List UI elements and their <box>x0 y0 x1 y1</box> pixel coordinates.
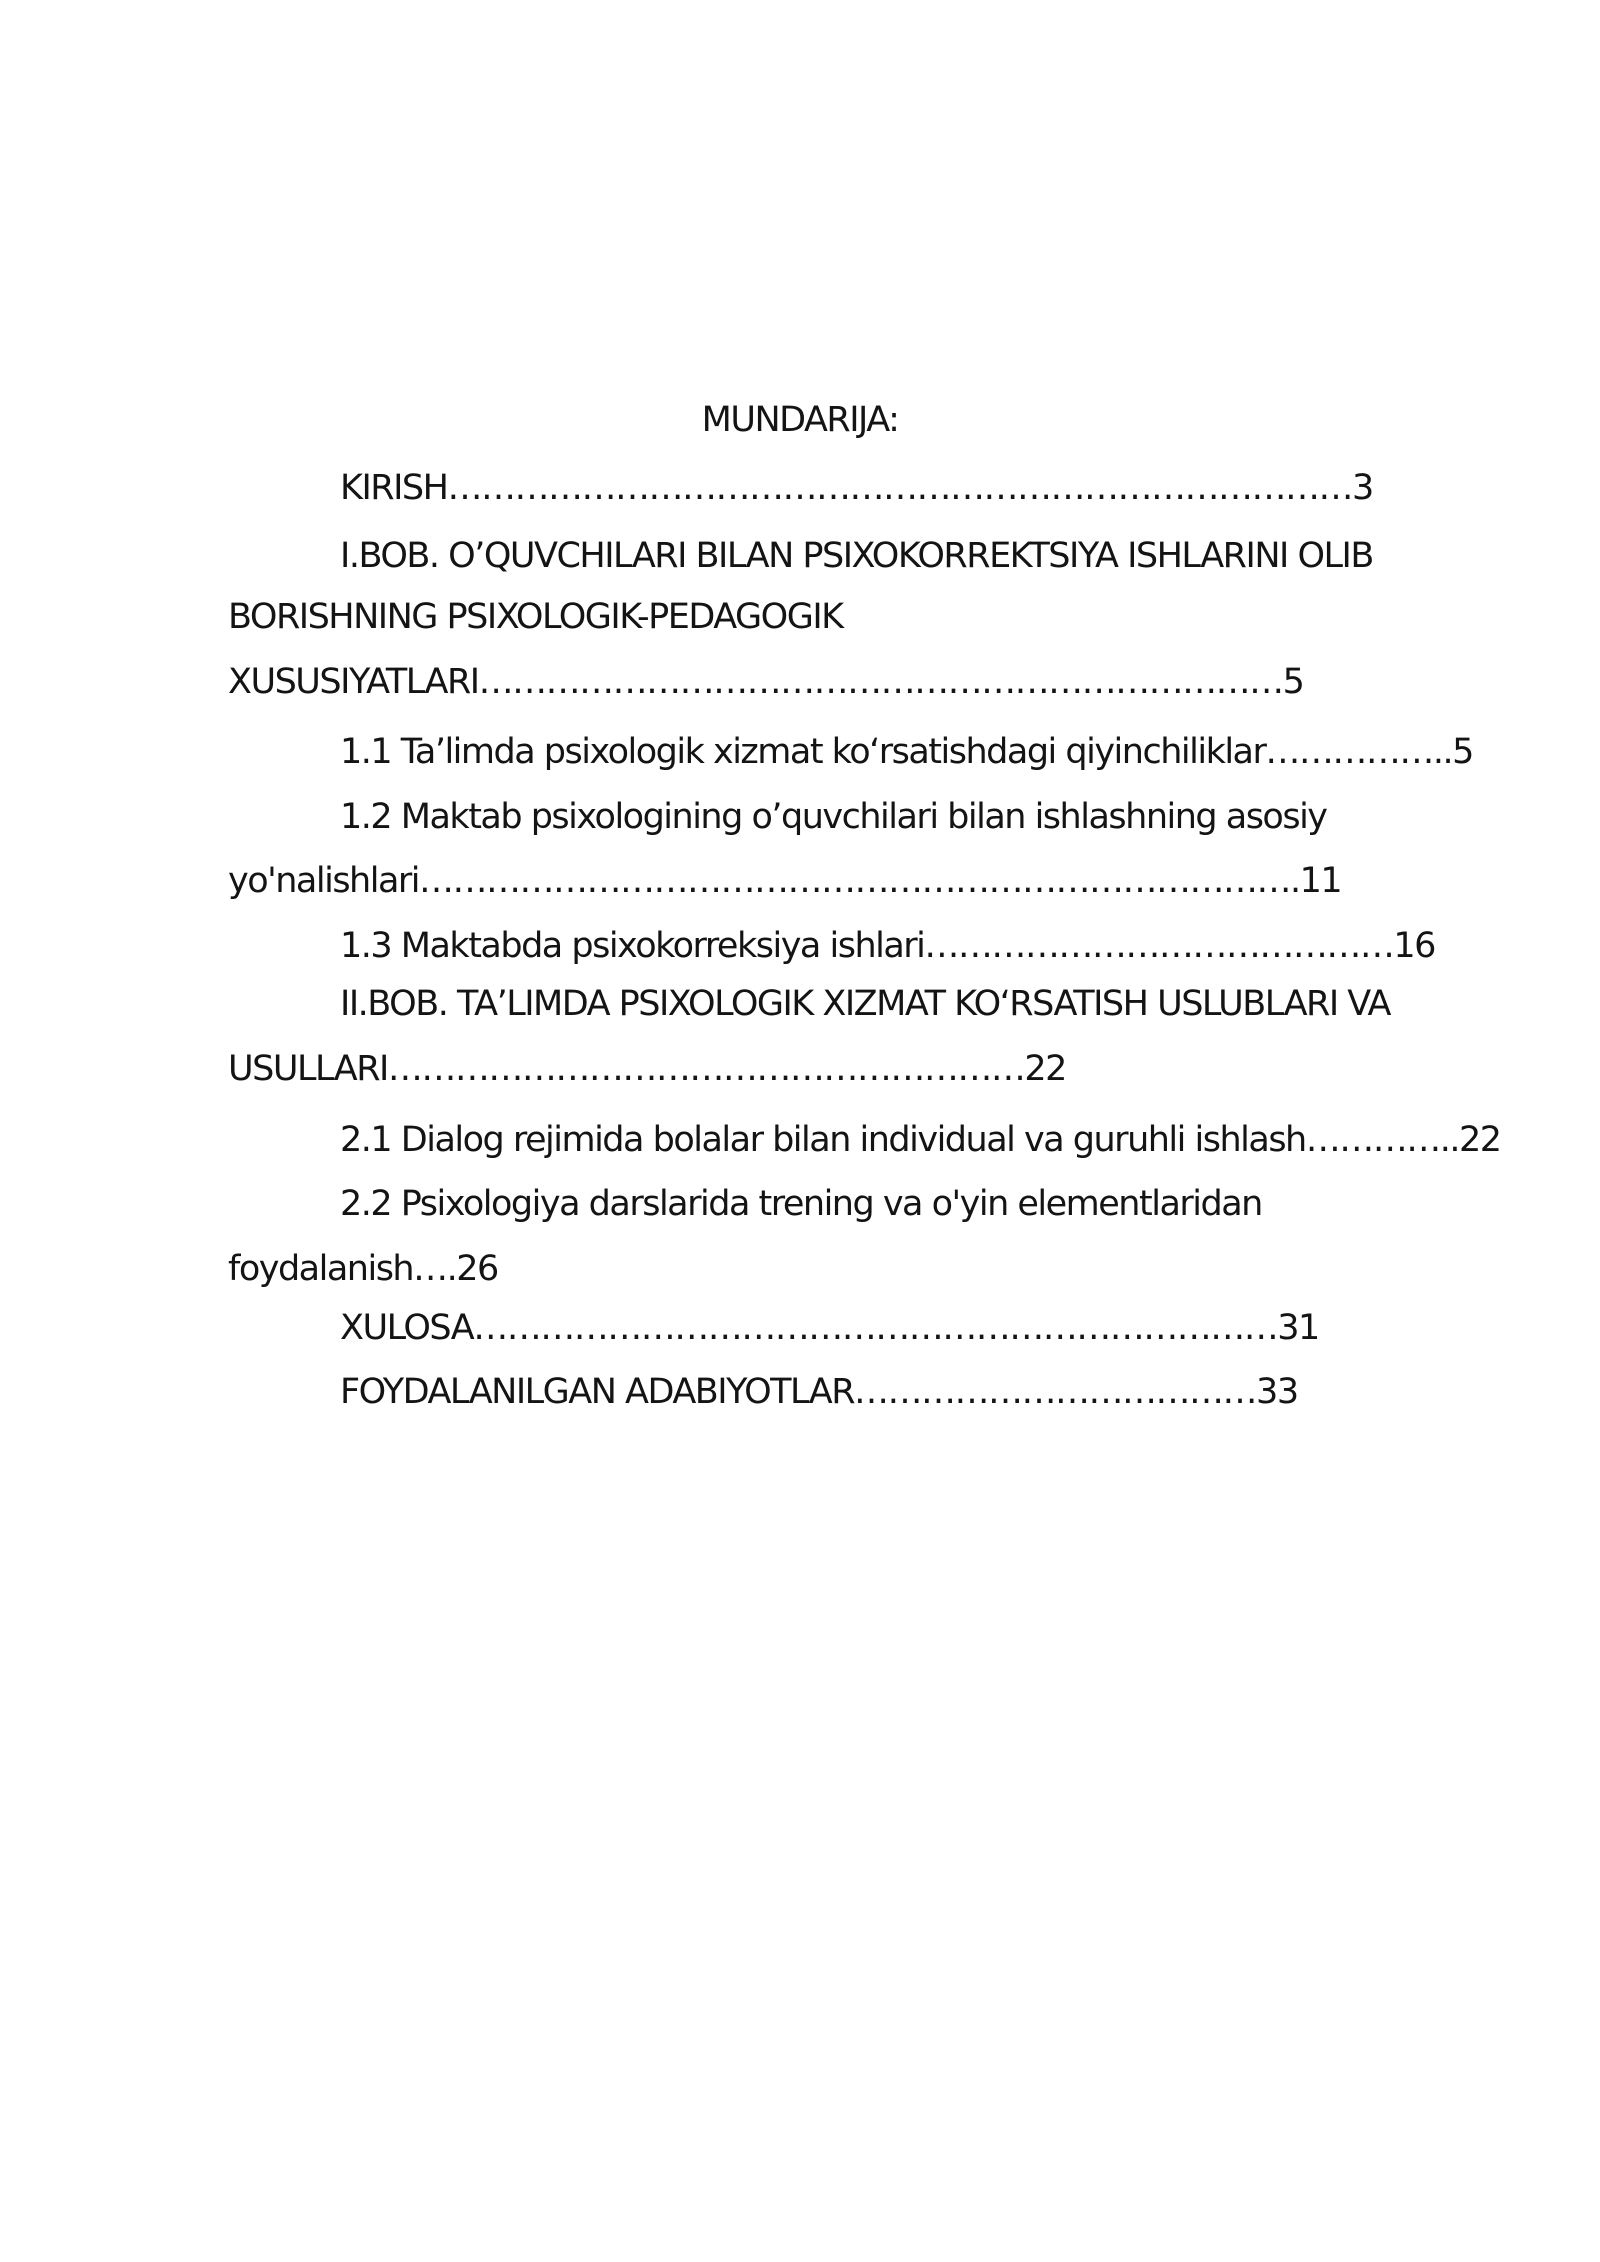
toc-entry-chapter-1-line-1: I.BOB. O’QUVCHILARI BILAN PSIXOKORREKTSIYA ISHLARINI OLIB <box>340 536 1373 576</box>
toc-title: MUNDARIJA: <box>701 400 899 440</box>
toc-entry-1-3: 1.3 Maktabda psixokorreksiya ishlari……………………………………16 <box>340 926 1435 966</box>
toc-entry-1-1: 1.1 Ta’limda psixologik xizmat ko‘rsatishdagi qiyinchiliklar……………..5 <box>340 732 1473 772</box>
toc-entry-kirish: KIRISH………………………………………………………………………3 <box>340 468 1373 508</box>
toc-entry-chapter-2-line-1: II.BOB. TA’LIMDA PSIXOLOGIK XIZMAT KO‘RSATISH USLUBLARI VA <box>340 984 1390 1024</box>
toc-entry-chapter-2-line-2: USULLARI…………………………………………………22 <box>228 1049 1066 1089</box>
toc-entry-chapter-1-line-2: BORISHNING PSIXOLOGIK-PEDAGOGIK <box>228 597 843 637</box>
toc-entry-xulosa: XULOSA………………………………………………………………31 <box>340 1308 1319 1348</box>
toc-entry-2-2-line-2: foydalanish….26 <box>228 1249 498 1289</box>
toc-entry-1-2-line-1: 1.2 Maktab psixologining o’quvchilari bilan ishlashning asosiy <box>340 797 1327 837</box>
toc-entry-2-2-line-1: 2.2 Psixologiya darslarida trening va o'yin elementlaridan <box>340 1184 1262 1224</box>
toc-entry-adabiyotlar: FOYDALANILGAN ADABIYOTLAR………………………………33 <box>340 1372 1298 1412</box>
toc-entry-1-2-line-2: yo'nalishlari…………………………………………………………………….11 <box>228 861 1342 901</box>
toc-entry-2-1: 2.1 Dialog rejimida bolalar bilan individual va guruhli ishlash…………..22 <box>340 1120 1501 1160</box>
toc-entry-chapter-1-line-3: XUSUSIYATLARI………………………………………………………………5 <box>228 662 1304 702</box>
